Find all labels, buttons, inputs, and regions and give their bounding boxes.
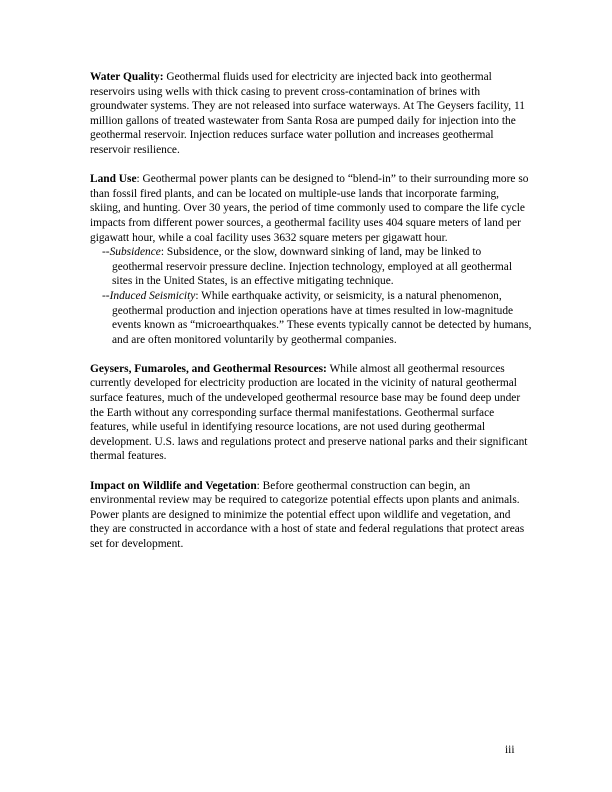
wildlife-heading: Impact on Wildlife and Vegetation (90, 479, 257, 492)
subsidence-item (90, 245, 532, 289)
geysers-paragraph (90, 362, 532, 464)
land-use-heading: Land Use (90, 173, 137, 186)
subsidence-term: Subsidence (109, 246, 161, 259)
wildlife-paragraph (90, 479, 532, 552)
water-quality-heading: Water Quality: (90, 71, 164, 83)
induced-seismicity-prefix: -- (102, 289, 110, 302)
geysers-body: While almost all geothermal resources currently developed for electricity production are located in the vicinity of natural geothermal surface features, much of the undeveloped geothermal resource base may be found deep under the Earth without any corresponding surface thermal manifestations. Geothermal surface features, while useful in identifying resource locations, are not used during geothermal development. U.S. laws and regulations protect and preserve national parks and their significant thermal features. (90, 362, 528, 463)
induced-seismicity-term: Induced Seismicity (109, 289, 196, 302)
geysers-heading: Geysers, Fumaroles, and Geothermal Resources: (90, 362, 327, 375)
land-use-body: : Geothermal power plants can be designed to “blend-in” to their surrounding more so than fossil fired plants, and can be located on multiple-use lands that incorporate farming, skiing, and hunting. Over 30 years, the period of time commonly used to compare the life cycle impacts from different power sources, a geothermal facility uses 404 square meters of land per gigawatt hour, while a coal facility uses 3632 square meters per gigawatt hour. (90, 173, 529, 244)
water-quality-body: Geothermal fluids used for electricity are injected back into geothermal reservoirs using wells with thick casing to prevent cross-contamination of brines with groundwater systems. They are not released into surface waterways. At The Geysers facility, 11 million gallons of treated wastewater from Santa Rosa are pumped daily for injection into the geothermal reservoir. Injection reduces surface water pollution and increases geothermal reservoir resilience. (90, 71, 525, 156)
land-use-paragraph (90, 172, 532, 245)
wildlife-body: : Before geothermal construction can begin, an environmental review may be required to categorize potential effects upon plants and animals. Power plants are designed to minimize the potential effect upon wildlife and vegetation, and they are constructed in accordance with a host of state and federal regulations that protect areas set for development. (90, 479, 525, 550)
page-number: iii (505, 744, 515, 756)
subsidence-body: : Subsidence, or the slow, downward sinking of land, may be linked to geothermal reservoir pressure decline. Injection technology, employed at all geothermal sites in the United States, is an effective mitigating technique. (112, 246, 512, 288)
induced-seismicity-item (90, 289, 532, 347)
page-content (90, 70, 532, 566)
water-quality-paragraph (90, 70, 532, 158)
subsidence-prefix: -- (102, 246, 110, 259)
induced-seismicity-body: : While earthquake activity, or seismicity, is a natural phenomenon, geothermal production and injection operations have at times resulted in low-magnitude events known as “microearthquakes.” These events typically cannot be detected by humans, and are often monitored voluntarily by geothermal companies. (112, 289, 532, 346)
land-use-subitems (90, 245, 532, 347)
